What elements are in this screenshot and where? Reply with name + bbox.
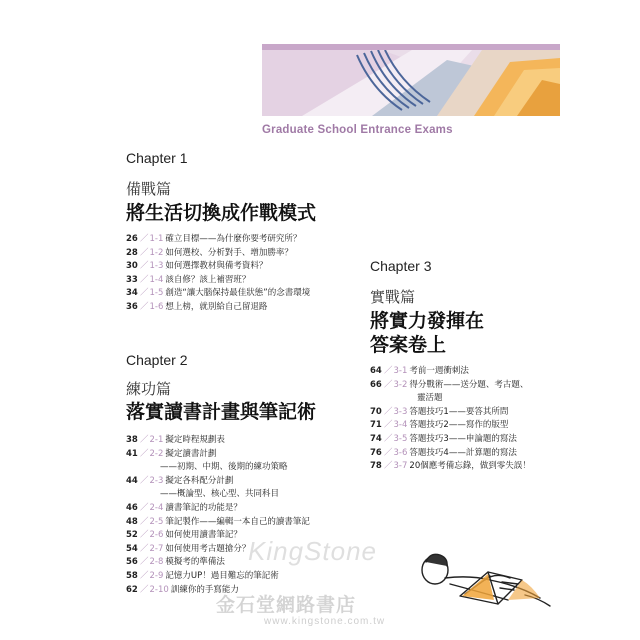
chapter2-entries xyxy=(126,434,310,597)
toc-entry-3-3[interactable]: 70 ／3-3 答題技巧1——要答其所問 xyxy=(370,406,509,417)
toc-entry-3-7[interactable]: 78 ／3-7 20個應考備忘錄，做到零失誤！ xyxy=(370,461,531,472)
toc-entry-2-8[interactable]: 56 ／2-8 模擬考的準備法 xyxy=(126,557,225,568)
toc-entry-2-2[interactable]: 41 ／2-2 擬定讀書計劃 ——初期、中期、後期的練功策略 xyxy=(126,448,288,473)
toc-entry-2-4[interactable]: 46 ／2-4 讀書筆記的功能是？ xyxy=(126,502,242,513)
toc-entry-2-7[interactable]: 54 ／2-7 如何使用考古題搶分？ xyxy=(126,543,251,554)
watermark-url: www.kingstone.com.tw xyxy=(264,616,386,627)
toc-entry-1-6[interactable]: 36 ／1-6 想上榜，就別給自己留退路 xyxy=(126,301,268,312)
toc-entry-1-1[interactable]: 26 ／1-1 確立目標——為什麼你要考研究所？ xyxy=(126,234,302,244)
tagline: Graduate School Entrance Exams xyxy=(262,124,453,136)
chapter3-entries xyxy=(370,365,531,474)
chapter2-label: Chapter 2 xyxy=(126,352,188,368)
chapter3-title-line2: 答案卷上 xyxy=(370,334,447,356)
toc-entry-1-4[interactable]: 33 ／1-4 該自修？該上補習班？ xyxy=(126,274,251,285)
toc-entry-2-5[interactable]: 48 ／2-5 筆記製作——編輯一本自己的讀書筆記 xyxy=(126,516,310,527)
chapter1-title: 將生活切換成作戰模式 xyxy=(126,202,317,224)
reading-person-illustration xyxy=(390,500,560,610)
toc-entry-2-1[interactable]: 38 ／2-1 擬定時程規劃表 xyxy=(126,435,225,445)
toc-entry-3-5[interactable]: 74 ／3-5 答題技巧3——申論題的寫法 xyxy=(370,433,517,444)
watermark-brand: KingStone xyxy=(248,536,377,566)
chapter1-part: 備戰篇 xyxy=(126,180,172,198)
chapter1-entries xyxy=(126,233,310,315)
chapter2-part: 練功篇 xyxy=(126,380,172,398)
toc-entry-1-3[interactable]: 30 ／1-3 如何選擇教材與備考資料？ xyxy=(126,261,268,272)
toc-entry-2-3[interactable]: 44 ／2-3 擬定各科配分計劃 ——概論型、核心型、共同科目 xyxy=(126,475,280,500)
toc-entry-2-9[interactable]: 58 ／2-9 記憶力UP！過目難忘的筆記術 xyxy=(126,570,279,581)
chapter3-label: Chapter 3 xyxy=(370,258,432,274)
toc-entry-3-4[interactable]: 71 ／3-4 答題技巧2——寫作的版型 xyxy=(370,420,509,431)
toc-entry-3-1[interactable]: 64 ／3-1 考前一週衝刺法 xyxy=(370,366,469,376)
toc-entry-1-5[interactable]: 34 ／1-5 創造“讓大腦保持最佳狀態”的念書環境 xyxy=(126,288,311,299)
chapter1-label: Chapter 1 xyxy=(126,150,188,166)
toc-entry-3-6[interactable]: 76 ／3-6 答題技巧4——計算題的寫法 xyxy=(370,447,517,458)
chapter3-title-line1: 將實力發揮在 xyxy=(370,310,485,332)
header-books-photo xyxy=(262,50,560,116)
toc-entry-2-6[interactable]: 52 ／2-6 如何使用讀書筆記？ xyxy=(126,530,242,541)
toc-entry-3-2[interactable]: 66 ／3-2 得分戰術——送分題、考古題、 靈活題 xyxy=(370,379,529,404)
toc-entry-1-2[interactable]: 28 ／1-2 如何選校、分析對手、增加勝率？ xyxy=(126,247,293,258)
toc-entry-2-10[interactable]: 62 ／2-10 訓練你的手寫能力 xyxy=(126,584,239,595)
chapter3-part: 實戰篇 xyxy=(370,288,416,306)
watermark-chinese: 金石堂網路書店 xyxy=(216,595,357,616)
chapter2-title: 落實讀書計畫與筆記術 xyxy=(126,401,317,423)
